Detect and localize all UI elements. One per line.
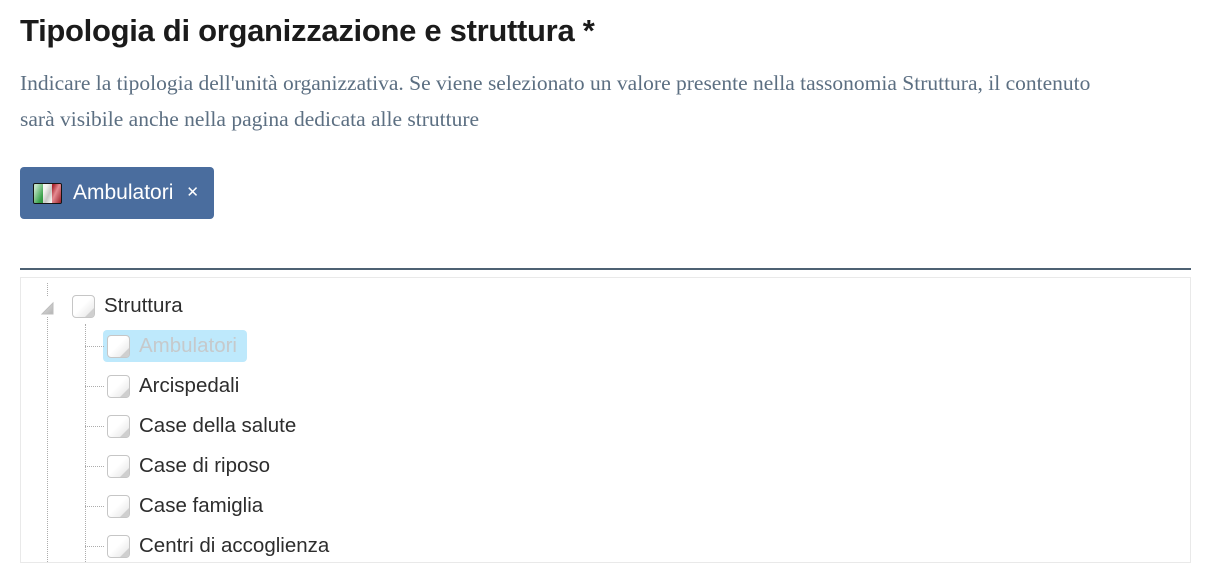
document-icon bbox=[107, 495, 130, 518]
italy-flag-icon bbox=[33, 183, 62, 204]
tree-node-inner bbox=[103, 450, 280, 482]
tree-node-struttura[interactable] bbox=[37, 286, 1190, 326]
document-icon bbox=[107, 335, 130, 358]
tree-node-inner bbox=[103, 370, 249, 402]
tree-node-inner bbox=[103, 330, 247, 362]
tree-node-label: Ambulatori bbox=[139, 334, 237, 357]
tree-node-label[interactable]: Arcispedali bbox=[139, 374, 240, 397]
tree-guide-line bbox=[85, 324, 86, 562]
tree-node-label[interactable]: Case famiglia bbox=[139, 494, 264, 517]
field-description: Indicare la tipologia dell'unità organizzativa. Se viene selezionato un valore presente nella tassonomia Struttura, il contenuto sarà visibile anche nella pagina dedicata alle strutture bbox=[20, 71, 1091, 131]
document-icon bbox=[72, 295, 95, 318]
taxonomy-tree-panel bbox=[20, 277, 1191, 563]
panel-top-divider bbox=[20, 268, 1191, 270]
tree-node-label[interactable]: Struttura bbox=[104, 294, 183, 317]
tree-node-label[interactable]: Case della salute bbox=[139, 414, 297, 437]
selected-value-chip bbox=[20, 167, 214, 219]
tree-node-centri-di-accoglienza[interactable] bbox=[103, 526, 1190, 563]
taxonomy-tree bbox=[37, 286, 1190, 563]
tree-node-label[interactable]: Case di riposo bbox=[139, 454, 271, 477]
document-icon bbox=[107, 455, 130, 478]
tree-node-label[interactable]: Centri di accoglienza bbox=[139, 534, 330, 557]
tree-node-inner bbox=[103, 410, 306, 442]
tree-children bbox=[37, 326, 1190, 563]
remove-tag-icon[interactable]: ✕ bbox=[186, 184, 199, 201]
selected-values-row bbox=[20, 167, 1195, 219]
tree-node-inner bbox=[103, 490, 273, 522]
tree-node-ambulatori[interactable] bbox=[103, 326, 1190, 366]
tree-node-case-di-riposo[interactable] bbox=[103, 446, 1190, 486]
document-icon bbox=[107, 415, 130, 438]
chip-label: Ambulatori bbox=[73, 181, 174, 204]
flag-gloss bbox=[34, 184, 61, 203]
document-icon bbox=[107, 535, 130, 558]
tree-node-case-famiglia[interactable] bbox=[103, 486, 1190, 526]
document-icon bbox=[107, 375, 130, 398]
tree-root-item bbox=[37, 286, 1190, 563]
page-title: Tipologia di organizzazione e struttura * bbox=[20, 13, 595, 48]
tree-node-inner bbox=[103, 530, 339, 562]
tree-node-case-della-salute[interactable] bbox=[103, 406, 1190, 446]
tree-node-arcispedali[interactable] bbox=[103, 366, 1190, 406]
collapse-arrow-icon[interactable] bbox=[37, 296, 57, 316]
